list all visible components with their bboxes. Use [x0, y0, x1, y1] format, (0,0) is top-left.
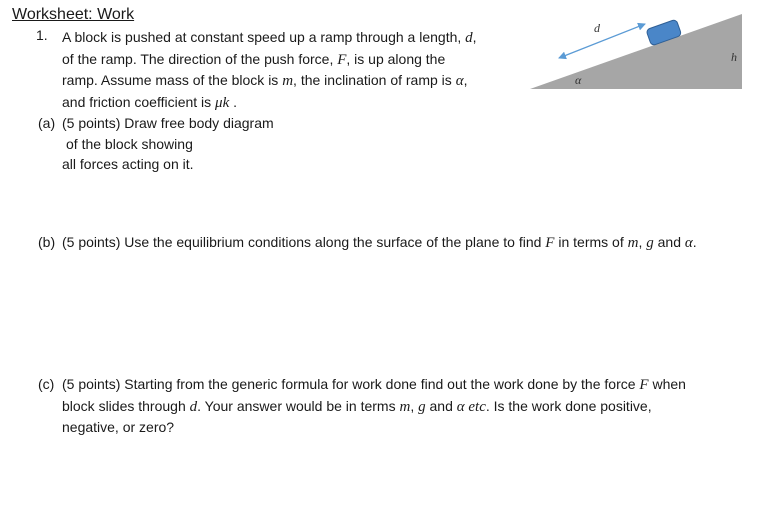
question-text	[62, 27, 532, 113]
question-line: and friction coefficient is μk .	[62, 93, 238, 111]
part-c	[38, 374, 758, 438]
part-b-label: (b)	[38, 234, 56, 250]
math-symbol: g	[646, 235, 654, 251]
length-label: d	[594, 21, 600, 35]
part-b-line: (5 points) Use the equilibrium conditions along the surface of the plane to find F in terms of m, g and α.	[62, 234, 697, 251]
math-symbol: m	[282, 73, 294, 89]
part-a-line: (5 points) Draw free body diagram	[62, 115, 274, 131]
part-c-line: (5 points) Starting from the generic formula for work done find out the work done by the force F when	[62, 376, 686, 393]
question-number: 1.	[36, 27, 48, 43]
height-label: h	[731, 50, 737, 64]
part-a-line: of the block showing	[66, 135, 193, 152]
math-symbol: α etc	[456, 398, 486, 415]
math-symbol: α	[455, 73, 464, 89]
math-symbol: α	[684, 235, 693, 251]
math-symbol: μk	[215, 94, 230, 111]
part-c-line: block slides through d. Your answer would be in terms m, g and α etc. Is the work done positive,	[62, 397, 652, 415]
part-a-line: all forces acting on it.	[62, 156, 194, 172]
ramp-triangle	[530, 14, 742, 89]
ramp-diagram	[530, 10, 746, 94]
question-line: ramp. Assume mass of the block is m, the inclination of ramp is α,	[62, 72, 468, 89]
math-symbol: F	[337, 51, 347, 68]
part-a-label: (a)	[38, 115, 56, 131]
question-line: of the ramp. The direction of the push force, F, is up along the	[62, 50, 446, 68]
math-symbol: d	[189, 398, 198, 415]
math-symbol: F	[639, 377, 649, 393]
question-line: A block is pushed at constant speed up a ramp through a length, d,	[62, 29, 477, 46]
math-symbol: F	[545, 235, 555, 251]
math-symbol: m	[399, 398, 411, 415]
math-symbol: d	[465, 30, 473, 46]
math-symbol: g	[418, 398, 426, 415]
angle-label: α	[575, 73, 582, 87]
part-c-line: negative, or zero?	[62, 419, 175, 435]
part-b	[38, 232, 697, 254]
math-symbol: m	[627, 235, 639, 251]
part-c-label: (c)	[38, 376, 55, 392]
worksheet-title: Worksheet: Work	[12, 6, 135, 23]
part-a	[38, 113, 274, 175]
